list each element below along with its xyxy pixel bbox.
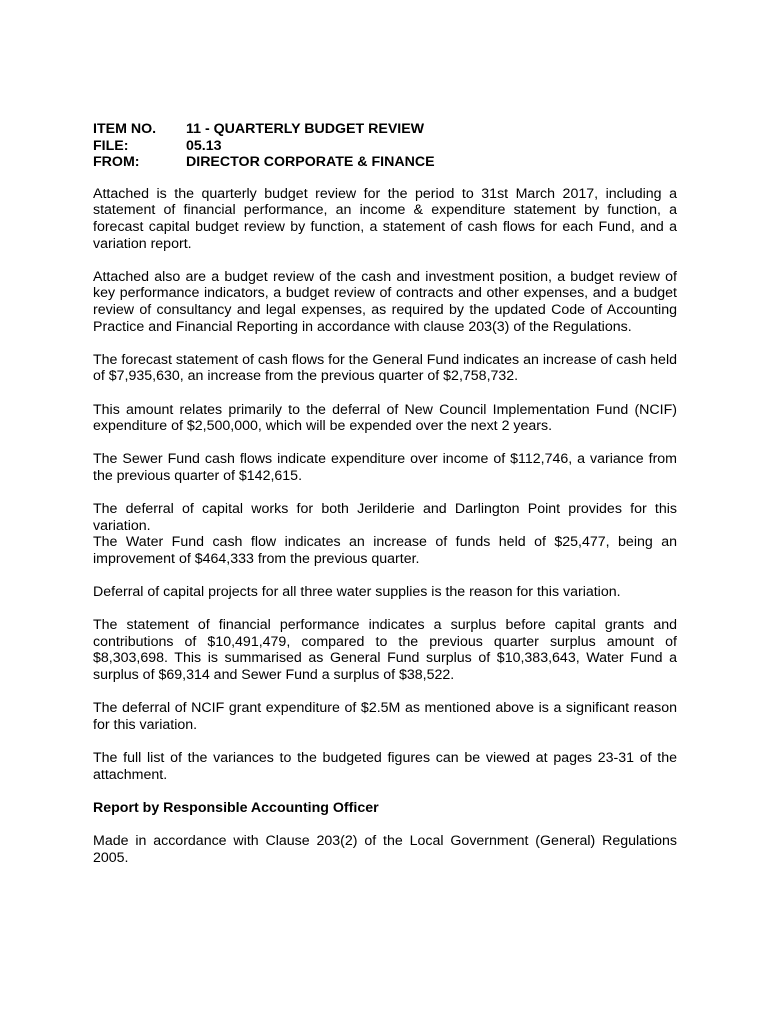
paragraph-general-fund-cash: The forecast statement of cash flows for the General Fund indicates an increase of cash held of $7,935,630, an increase from the previous quarter of $2,758,732.: [93, 351, 677, 385]
item-header: [93, 121, 435, 171]
paragraph-regulation: Made in accordance with Clause 203(2) of the Local Government (General) Regulations 2005.: [93, 832, 677, 866]
file-label: FILE:: [93, 137, 129, 154]
file-row: [93, 138, 435, 155]
paragraph-financial-performance: The statement of financial performance indicates a surplus before capital grants and contributions of $10,491,479, compared to the previous quarter surplus amount of $8,303,698. This is summarised as General Fund surplus of $10,383,643, Water Fund a surplus of $69,314 and Sewer Fund a surplus of $38,522.: [93, 617, 677, 683]
paragraph-overview: Attached is the quarterly budget review for the period to 31st March 2017, including a statement of financial performance, an income & expenditure statement by function, a forecast capital budget review by function, a statement of cash flows for each Fund, and a variation report.: [93, 185, 677, 252]
from-value: DIRECTOR CORPORATE & FINANCE: [186, 154, 435, 171]
item-row: [93, 121, 435, 138]
from-row: [93, 154, 435, 171]
file-value: 05.13: [186, 137, 222, 154]
paragraph-variance-list: The full list of the variances to the budgeted figures can be viewed at pages 23-31 of the attachment.: [93, 749, 677, 783]
item-value: 11 - QUARTERLY BUDGET REVIEW: [186, 121, 425, 137]
paragraph-water-fund: The Water Fund cash flow indicates an increase of funds held of $25,477, being an improvement of $464,333 from the previous quarter.: [93, 534, 677, 567]
from-label: FROM:: [93, 154, 140, 171]
paragraph-ncif-deferral: This amount relates primarily to the deferral of New Council Implementation Fund (NCIF) expenditure of $2,500,000, which will be expended over the next 2 years.: [93, 401, 677, 435]
paragraph-attachments: Attached also are a budget review of the cash and investment position, a budget review of key performance indicators, a budget review of contracts and other expenses, and a budget review of consultancy and legal expenses, as required by the updated Code of Accounting Practice and Financial Reporting in accordance with clause 203(3) of the Regulations.: [93, 268, 677, 335]
section-heading: Report by Responsible Accounting Officer: [93, 799, 379, 816]
paragraph-capital-deferral: The deferral of capital works for both Jerilderie and Darlington Point provides for this variation.: [93, 501, 677, 534]
paragraph-water-deferral: Deferral of capital projects for all three water supplies is the reason for this variation.: [93, 584, 621, 601]
item-label: ITEM NO.: [93, 121, 157, 137]
paragraph-ncif-reason: The deferral of NCIF grant expenditure of $2.5M as mentioned above is a significant reason for this variation.: [93, 700, 677, 733]
document-page: [93, 121, 677, 883]
paragraph-sewer-fund: The Sewer Fund cash flows indicate expenditure over income of $112,746, a variance from the previous quarter of $142,615.: [93, 451, 677, 484]
